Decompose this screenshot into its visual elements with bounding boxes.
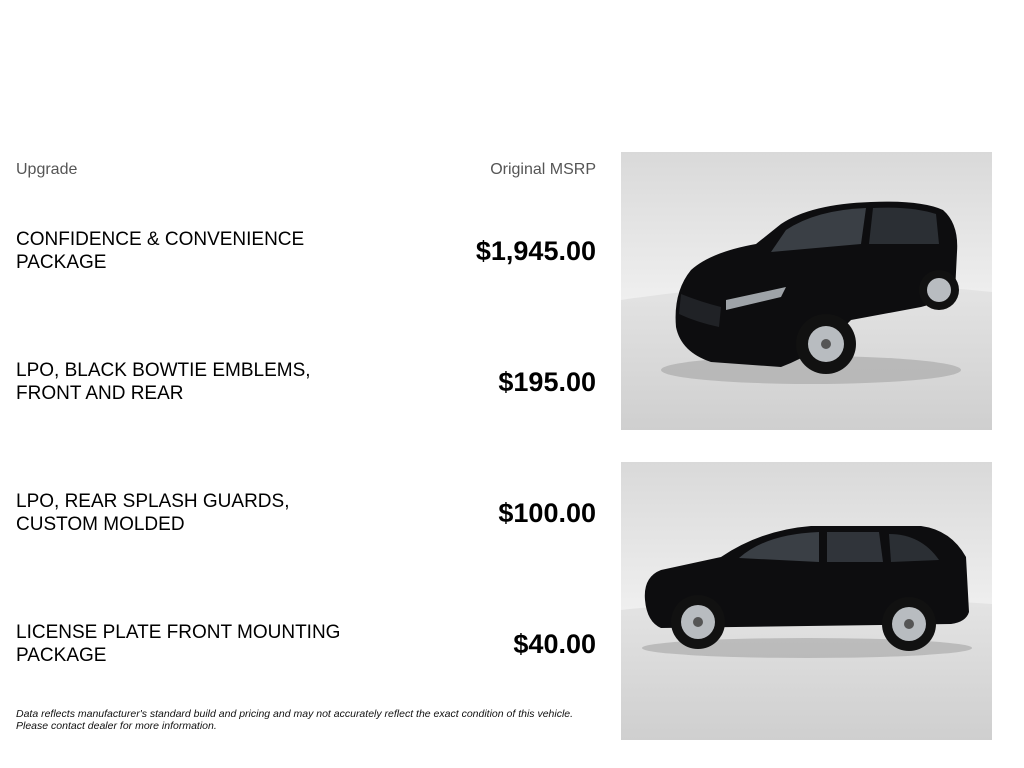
- vehicle-photo-front: [621, 152, 992, 430]
- upgrade-list: [16, 228, 596, 752]
- upgrade-name: LPO, BLACK BOWTIE EMBLEMS, FRONT AND REAR: [16, 360, 311, 404]
- upgrade-price: $40.00: [513, 628, 596, 659]
- upgrade-row: [16, 490, 596, 536]
- upgrade-price: $1,945.00: [475, 235, 596, 266]
- upgrade-row: [16, 228, 596, 274]
- upgrade-price: $195.00: [498, 366, 596, 397]
- upgrade-name: CONFIDENCE & CONVENIENCE PACKAGE: [16, 229, 305, 273]
- upgrade-row: [16, 359, 596, 405]
- msrp-column-header: Original MSRP: [490, 161, 596, 178]
- table-header: [16, 160, 596, 180]
- disclaimer: [16, 708, 606, 732]
- disclaimer-line: Data reflects manufacturer's standard build and pricing and may not accurately reflect the exact condition of this vehicle.: [16, 708, 574, 720]
- upgrade-name: LICENSE PLATE FRONT MOUNTING PACKAGE: [16, 622, 341, 666]
- upgrades-table: [16, 160, 596, 666]
- vehicle-photo-side: [621, 462, 992, 740]
- upgrade-price: $100.00: [498, 497, 596, 528]
- upgrade-row: [16, 621, 596, 667]
- upgrade-column-header: Upgrade: [16, 161, 78, 178]
- upgrade-name: LPO, REAR SPLASH GUARDS, CUSTOM MOLDED: [16, 491, 290, 535]
- disclaimer-line: Please contact dealer for more information.: [16, 720, 217, 732]
